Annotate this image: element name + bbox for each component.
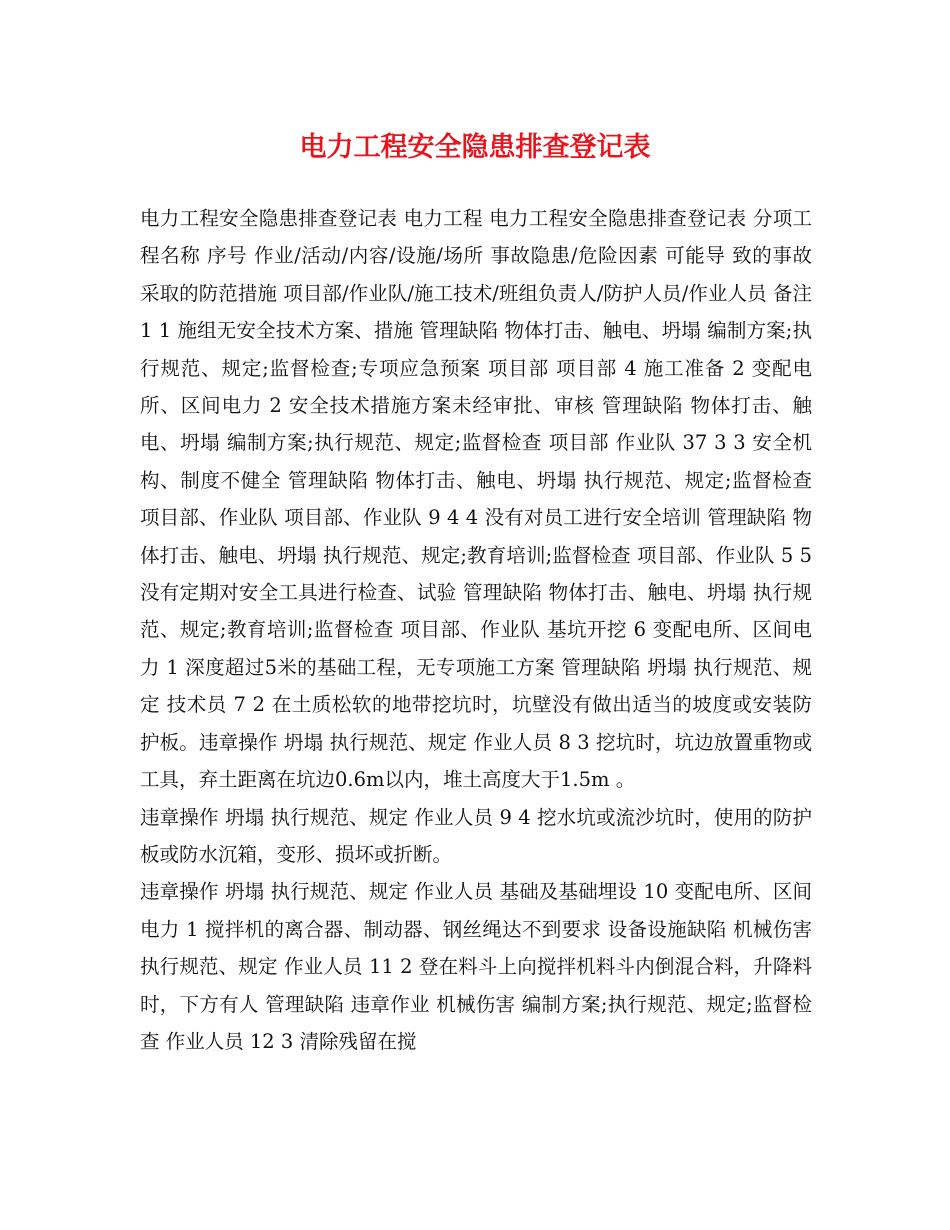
body-paragraph-1: 电力工程安全隐患排查登记表 电力工程 电力工程安全隐患排查登记表 分项工程名称 序号 作业/活动/内容/设施/场所 事故隐患/危险因素 可能导 致的事故 采取的防范措施 项目部/作业队/施工技术/班组负责人/防护人员/作业人员 备注 1 1 施组无安全技术方案、措施 管理缺陷 物体打击、触电、坍塌 编制方案;执行规范、规定;监督检查;专项应急预案 项目部 项目部 4 施工准备 2 变配电所、区间电力 2 安全技术措施方案未经审批、审核 管理缺陷 物体打击、触电、坍塌 编制方案;执行规范、规定;监督检查 项目部 作业队 37 3 3 安全机构、制度不健全 管理缺陷 物体打击、触电、坍塌 执行规范、规定;监督检查 项目部、作业队 项目部、作业队 9 4 4 没有对员工进行安全培训 管理缺陷 物体打击、触电、坍塌 执行规范、规定;教育培训;监督检查 项目部、作业队 5 5 没有定期对安全工具进行检查、试验 管理缺陷 物体打击、触电、坍塌 执行规范、规定;教育培训;监督检查 项目部、作业队 基坑开挖 6 变配电所、区间电力 1 深度超过5米的基础工程，无专项施工方案 管理缺陷 坍塌 执行规范、规定 技术员 7 2 在土质松软的地带挖坑时，坑壁没有做出适当的坡度或安装防护板。违章操作 坍塌 执行规范、规定 作业人员 8 3 挖坑时，坑边放置重物或工具，弃土距离在坑边0.6m以内，堆土高度大于1.5m 。 bbox=[140, 207, 812, 792]
document-body bbox=[140, 200, 812, 1060]
body-paragraph-2: 违章操作 坍塌 执行规范、规定 作业人员 9 4 挖水坑或流沙坑时，使用的防护板或防水沉箱，变形、损坏或折断。 bbox=[140, 805, 812, 866]
document-title: 电力工程安全隐患排查登记表 bbox=[299, 132, 651, 163]
body-paragraph-3: 违章操作 坍塌 执行规范、规定 作业人员 基础及基础埋设 10 变配电所、区间电力 1 搅拌机的离合器、制动器、钢丝绳达不到要求 设备设施缺陷 机械伤害 执行规范、规定 作业人员 11 2 登在料斗上向搅拌机料斗内倒混合料，升降料时，下方有人 管理缺陷 违章作业 机械伤害 编制方案;执行规范、规定;监督检查 作业人员 12 3 清除残留在搅 bbox=[140, 880, 812, 1053]
